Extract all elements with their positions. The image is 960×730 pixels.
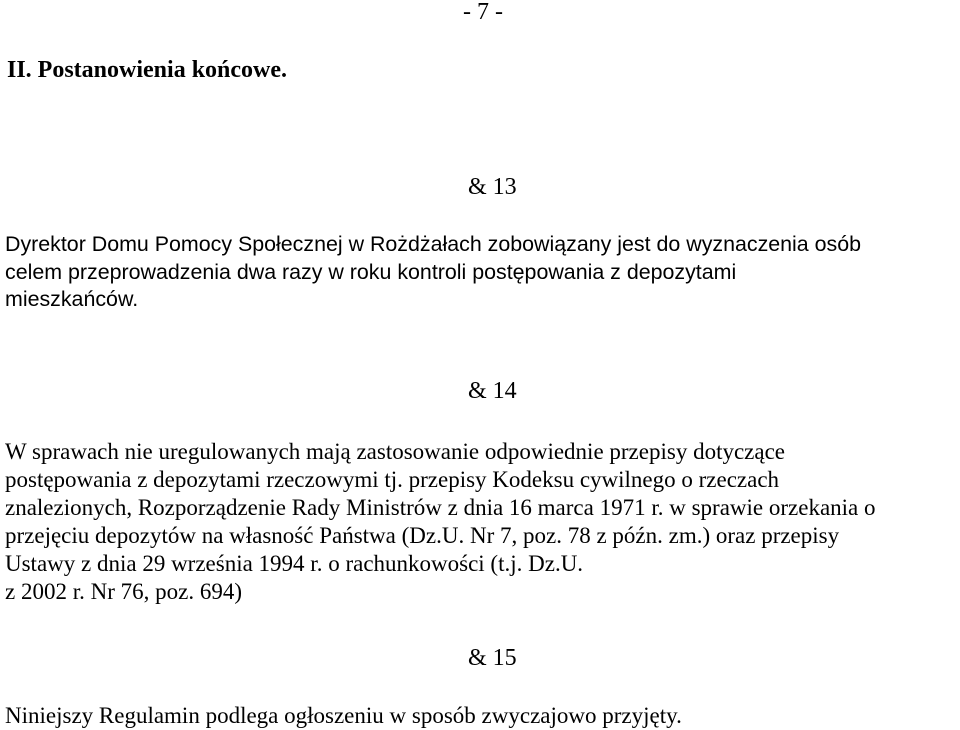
paragraph-13-text — [5, 231, 861, 314]
paragraph-15-line: Niniejszy Regulamin podlega ogłoszeniu w sposób zwyczajowo przyjęty. — [5, 703, 682, 728]
paragraph-14-line: postępowania z depozytami rzeczowymi tj. przepisy Kodeksu cywilnego o rzeczach — [5, 467, 780, 492]
paragraph-14-line: przejęciu depozytów na własność Państwa (Dz.U. Nr 7, poz. 78 z późn. zm.) oraz przepisy — [5, 523, 840, 548]
paragraph-14-line: znalezionych, Rozporządzenie Rady Ministrów z dnia 16 marca 1971 r. w sprawie orzekania o — [5, 495, 876, 520]
paragraph-14-line: W sprawach nie uregulowanych mają zastosowanie odpowiednie przepisy dotyczące — [5, 439, 786, 464]
paragraph-14-number: & 14 — [468, 378, 517, 404]
section-heading: II. Postanowienia końcowe. — [7, 57, 288, 83]
page-number: - 7 - — [463, 0, 503, 25]
paragraph-15-text — [5, 702, 682, 730]
paragraph-13-line: mieszkańców. — [5, 287, 139, 311]
paragraph-13-line: Dyrektor Domu Pomocy Społecznej w Rożdżałach zobowiązany jest do wyznaczenia osób — [5, 232, 862, 256]
paragraph-15-number: & 15 — [468, 645, 517, 671]
paragraph-14-line: Ustawy z dnia 29 września 1994 r. o rachunkowości (t.j. Dz.U. — [5, 551, 584, 576]
paragraph-13-line: celem przeprowadzenia dwa razy w roku kontroli postępowania z depozytami — [5, 259, 737, 284]
paragraph-14-line: z 2002 r. Nr 76, poz. 694) — [5, 579, 242, 604]
paragraph-13-number: & 13 — [468, 174, 517, 200]
paragraph-14-text — [5, 438, 876, 606]
